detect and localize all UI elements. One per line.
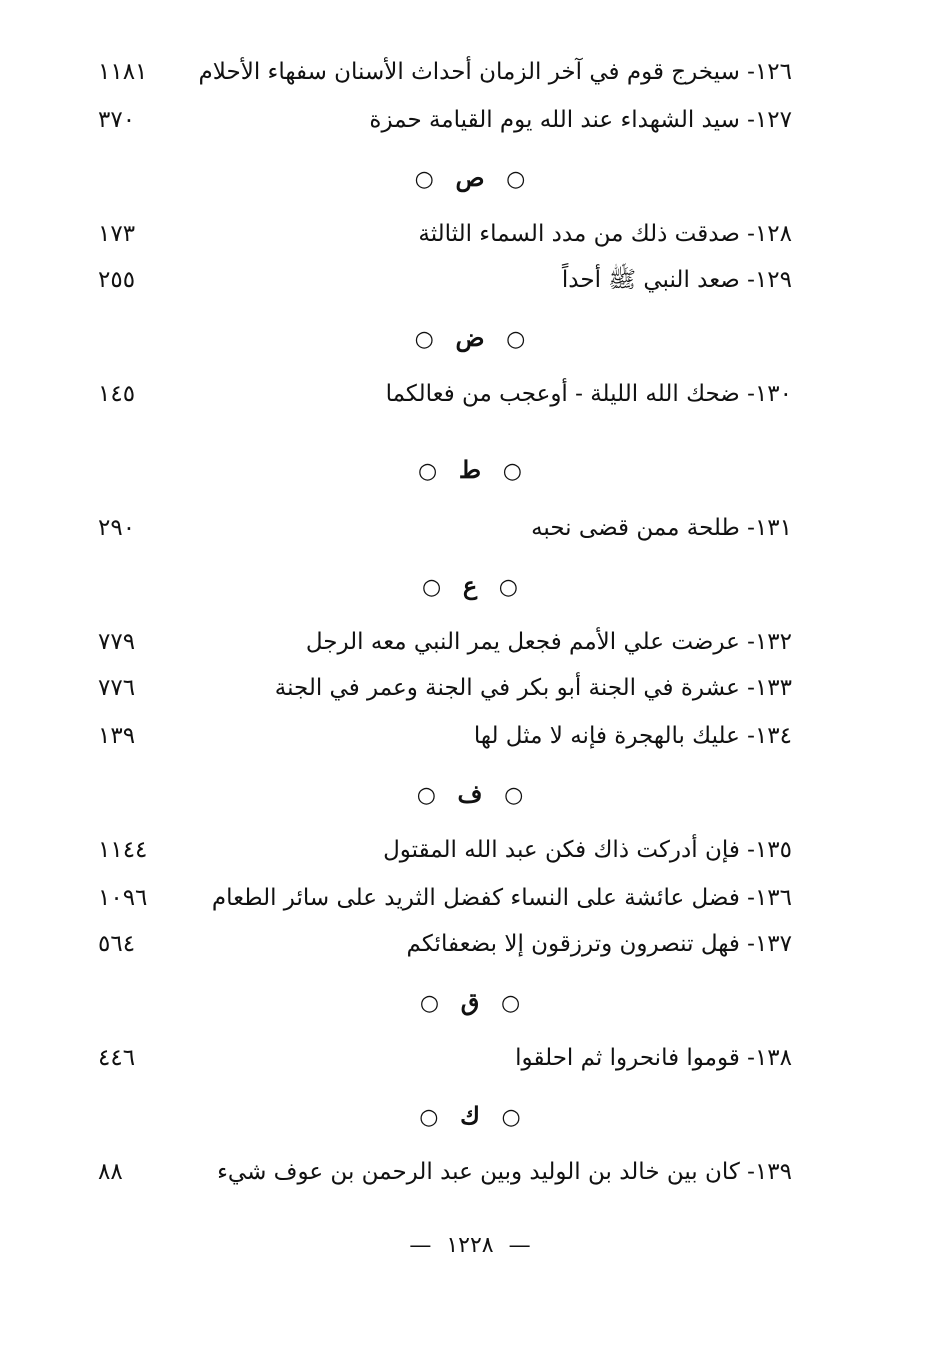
circle-icon: ○ bbox=[419, 1105, 439, 1130]
index-entry-138 bbox=[0, 1038, 940, 1078]
entry-page-number: ٣٧٠ bbox=[98, 107, 136, 133]
index-entry-135 bbox=[0, 830, 940, 870]
letter-heading-qaf bbox=[0, 982, 940, 1022]
circle-icon: ○ bbox=[414, 327, 434, 352]
entry-text: ١٢٦- سيخرج قوم في آخر الزمان أحداث الأسنان سفهاء الأحلام bbox=[198, 59, 792, 85]
page-footer bbox=[0, 1226, 940, 1266]
footer-dash: — bbox=[508, 1233, 531, 1258]
entry-page-number: ٤٤٦ bbox=[98, 1045, 136, 1071]
heading-letter: ف bbox=[457, 779, 483, 808]
index-entry-130 bbox=[0, 374, 940, 414]
letter-heading-fa bbox=[0, 774, 940, 814]
entry-page-number: ١٣٩ bbox=[98, 723, 136, 749]
circle-icon: ○ bbox=[421, 575, 442, 600]
footer-dash: — bbox=[409, 1233, 432, 1258]
entry-page-number: ١١٤٤ bbox=[98, 837, 148, 863]
entry-text: ١٣٠- ضحك الله الليلة - أوعجب من فعالكما bbox=[385, 381, 792, 407]
circle-icon: ○ bbox=[498, 575, 518, 600]
entry-text: ١٣٥- فإن أدركت ذاك فكن عبد الله المقتول bbox=[383, 837, 792, 863]
heading-letter: ع bbox=[462, 571, 478, 600]
circle-icon: ○ bbox=[416, 783, 436, 808]
circle-icon: ○ bbox=[506, 167, 526, 192]
page-number: ١٢٢٨ bbox=[446, 1233, 494, 1258]
circle-icon: ○ bbox=[506, 327, 526, 352]
entry-text: ١٣١- طلحة ممن قضى نحبه bbox=[531, 515, 792, 541]
letter-heading-dad bbox=[0, 318, 940, 358]
heading-letter: ق bbox=[460, 987, 480, 1016]
entry-page-number: ٧٧٩ bbox=[98, 629, 136, 655]
index-entry-131 bbox=[0, 508, 940, 548]
index-entry-132 bbox=[0, 622, 940, 662]
circle-icon: ○ bbox=[504, 783, 524, 808]
letter-heading-sad bbox=[0, 158, 940, 198]
entry-text: ١٢٩- صعد النبي ﷺ أحداً bbox=[561, 267, 792, 293]
circle-icon: ○ bbox=[414, 167, 434, 192]
letter-heading-ta bbox=[0, 450, 940, 490]
entry-page-number: ٨٨ bbox=[98, 1159, 123, 1185]
entry-text: ١٣٢- عرضت علي الأمم فجعل يمر النبي معه الرجل bbox=[305, 629, 792, 655]
entry-text: ١٢٨- صدقت ذلك من مدد السماء الثالثة bbox=[418, 221, 792, 247]
index-entry-134 bbox=[0, 716, 940, 756]
entry-page-number: ١١٨١ bbox=[98, 59, 148, 85]
entry-text: ١٣٨- قوموا فانحروا ثم احلقوا bbox=[515, 1045, 792, 1071]
index-entry-137 bbox=[0, 924, 940, 964]
entry-text: ١٣٩- كان بين خالد بن الوليد وبين عبد الرحمن بن عوف شيء bbox=[217, 1159, 792, 1185]
entry-page-number: ١٤٥ bbox=[98, 381, 136, 407]
index-entry-136 bbox=[0, 878, 940, 918]
circle-icon: ○ bbox=[501, 1105, 521, 1130]
index-entry-128 bbox=[0, 214, 940, 254]
entry-text: ١٣٦- فضل عائشة على النساء كفضل الثريد على سائر الطعام bbox=[211, 885, 792, 911]
circle-icon: ○ bbox=[418, 459, 438, 484]
entry-page-number: ١٧٣ bbox=[98, 221, 136, 247]
circle-icon: ○ bbox=[500, 991, 521, 1016]
index-entry-133 bbox=[0, 668, 940, 708]
entry-text: ١٣٤- عليك بالهجرة فإنه لا مثل لها bbox=[473, 723, 792, 749]
letter-heading-kaf bbox=[0, 1096, 940, 1136]
entry-page-number: ٢٩٠ bbox=[98, 515, 136, 541]
index-entry-127 bbox=[0, 100, 940, 140]
heading-letter: ك bbox=[460, 1101, 480, 1130]
circle-icon: ○ bbox=[502, 459, 522, 484]
entry-page-number: ٢٥٥ bbox=[98, 267, 136, 293]
entry-page-number: ٧٧٦ bbox=[98, 675, 136, 701]
circle-icon: ○ bbox=[419, 991, 440, 1016]
entry-page-number: ١٠٩٦ bbox=[98, 885, 148, 911]
entry-text: ١٢٧- سيد الشهداء عند الله يوم القيامة حمزة bbox=[369, 107, 792, 133]
index-entry-126 bbox=[0, 52, 940, 92]
entry-text: ١٣٣- عشرة في الجنة أبو بكر في الجنة وعمر في الجنة bbox=[274, 675, 792, 701]
entry-page-number: ٥٦٤ bbox=[98, 931, 136, 957]
heading-letter: ض bbox=[455, 323, 485, 352]
heading-letter: ص bbox=[455, 163, 485, 192]
heading-letter: ط bbox=[458, 455, 482, 484]
entry-text: ١٣٧- فهل تنصرون وترزقون إلا بضعفائكم bbox=[406, 931, 792, 957]
index-entry-129 bbox=[0, 260, 940, 300]
index-entry-139 bbox=[0, 1152, 940, 1192]
letter-heading-ain bbox=[0, 566, 940, 606]
